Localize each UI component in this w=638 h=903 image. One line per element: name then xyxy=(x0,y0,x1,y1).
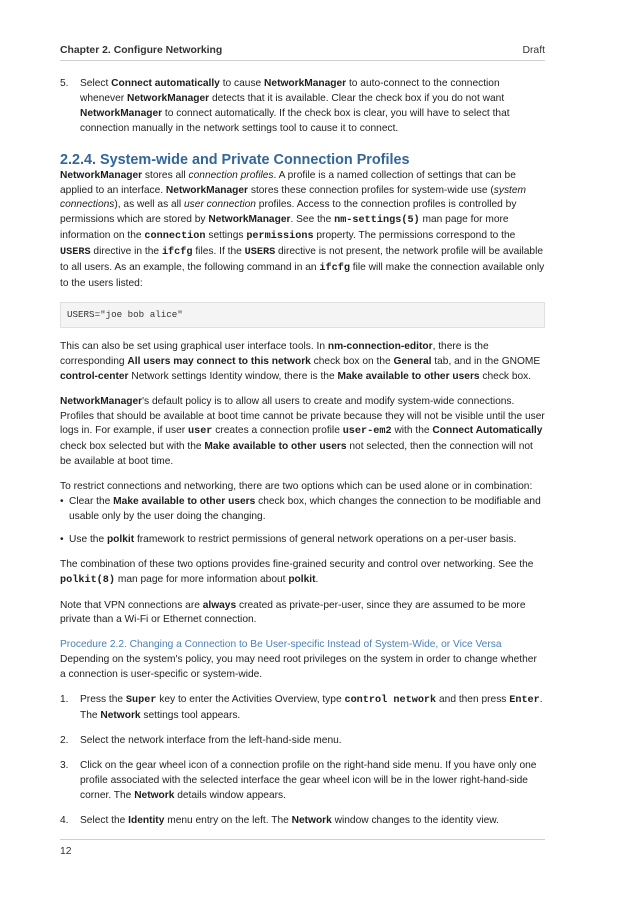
step-3 xyxy=(60,759,545,804)
bullet-text: Use the polkit framework to restrict permissions of general network operations on a per-user basis. xyxy=(69,533,517,545)
step-1 xyxy=(60,693,545,724)
bullet-item xyxy=(60,495,545,525)
chapter-title: Chapter 2. Configure Networking xyxy=(60,45,223,56)
bullet-item xyxy=(60,533,545,548)
list-item-5 xyxy=(60,77,545,137)
procedure-intro: Depending on the system's policy, you may need root privileges on the system in order to change whether a connection is user-specific or system-wide. xyxy=(60,654,537,681)
step-text: Select the Identity menu entry on the left. The Network window changes to the identity view. xyxy=(80,814,499,826)
step-text: Click on the gear wheel icon of a connection profile on the right-hand side menu. If you have only one profile associated with the selected interface the gear wheel icon will be in the lower right-hand-side corner. The Network details window appears. xyxy=(80,759,537,801)
paragraph-profiles: NetworkManager stores all connection profiles. A profile is a named collection of settings that can be applied to an interface. NetworkManager stores these connection profiles for system-wide use (system connections), as well as all user connection profiles. Access to the connection profiles is controlled by permissions which are stored by NetworkManager. See the nm-settings(5) man page for more information on the connection settings permissions property. The permissions correspond to the USERS directive in the ifcfg files. If the USERS directive is not present, the network profile will be available to all users. As an example, the following command in an ifcfg file will make the connection available only to the users listed: xyxy=(60,169,545,289)
paragraph-default-policy: NetworkManager's default policy is to allow all users to create and modify system-wide connections. Profiles that should be available at boot time cannot be private because they will not be visible until the user logs in. For example, if user user creates a connection profile user-em2 with the Connect Automatically check box selected but with the Make available to other users not selected, then the connection will not be available at boot time. xyxy=(60,395,545,468)
page-number: 12 xyxy=(60,846,72,857)
step-text: Press the Super key to enter the Activities Overview, type control network and then press Enter. The Network settings tool appears. xyxy=(80,694,543,721)
procedure-title: Procedure 2.2. Changing a Connection to Be User-specific Instead of System-Wide, or Vice Versa xyxy=(60,639,502,651)
list-number: 5. xyxy=(60,78,69,89)
step-number: 4. xyxy=(60,814,69,826)
list-item-text: Select Connect automatically to cause NetworkManager to auto-connect to the connection whenever NetworkManager detects that it is available. Clear the check box if you do not want NetworkManager to connect automatically. If the check box is clear, you will have to select that connection manually in the network settings tool to cause it to connect. xyxy=(80,78,510,134)
bullet-icon: • xyxy=(60,496,64,508)
step-number: 3. xyxy=(60,759,69,771)
paragraph-vpn-note: Note that VPN connections are always created as private-per-user, since they are assumed to be more private than a Wi-Fi or Ethernet connection. xyxy=(60,599,526,626)
bullet-text: Clear the Make available to other users check box, which changes the connection to be modifiable and usable only by the user doing the changing. xyxy=(69,496,541,522)
page-header xyxy=(60,44,545,61)
bullet-icon: • xyxy=(60,533,64,545)
step-4 xyxy=(60,814,545,829)
step-number: 1. xyxy=(60,694,69,706)
paragraph-gui-tools: This can also be set using graphical user interface tools. In nm-connection-editor, there is the corresponding All users may connect to this network check box on the General tab, and in the GNOME control-center Network settings Identity window, there is the Make available to other users check box. xyxy=(60,340,541,382)
paragraph-restrict: To restrict connections and networking, there are two options which can be used alone or in combination: xyxy=(60,481,533,493)
step-number: 2. xyxy=(60,734,69,746)
step-text: Select the network interface from the left-hand-side menu. xyxy=(80,734,342,746)
step-2 xyxy=(60,734,545,749)
paragraph-combination: The combination of these two options provides fine-grained security and control over networking. See the polkit(8) man page for more information about polkit. xyxy=(60,558,534,586)
page-footer xyxy=(60,839,545,857)
draft-label: Draft xyxy=(522,45,545,56)
code-block: USERS="joe bob alice" xyxy=(60,302,545,328)
section-heading: 2.2.4. System-wide and Private Connection Profiles xyxy=(60,151,410,168)
document-page xyxy=(60,0,545,903)
page-body xyxy=(60,77,545,838)
